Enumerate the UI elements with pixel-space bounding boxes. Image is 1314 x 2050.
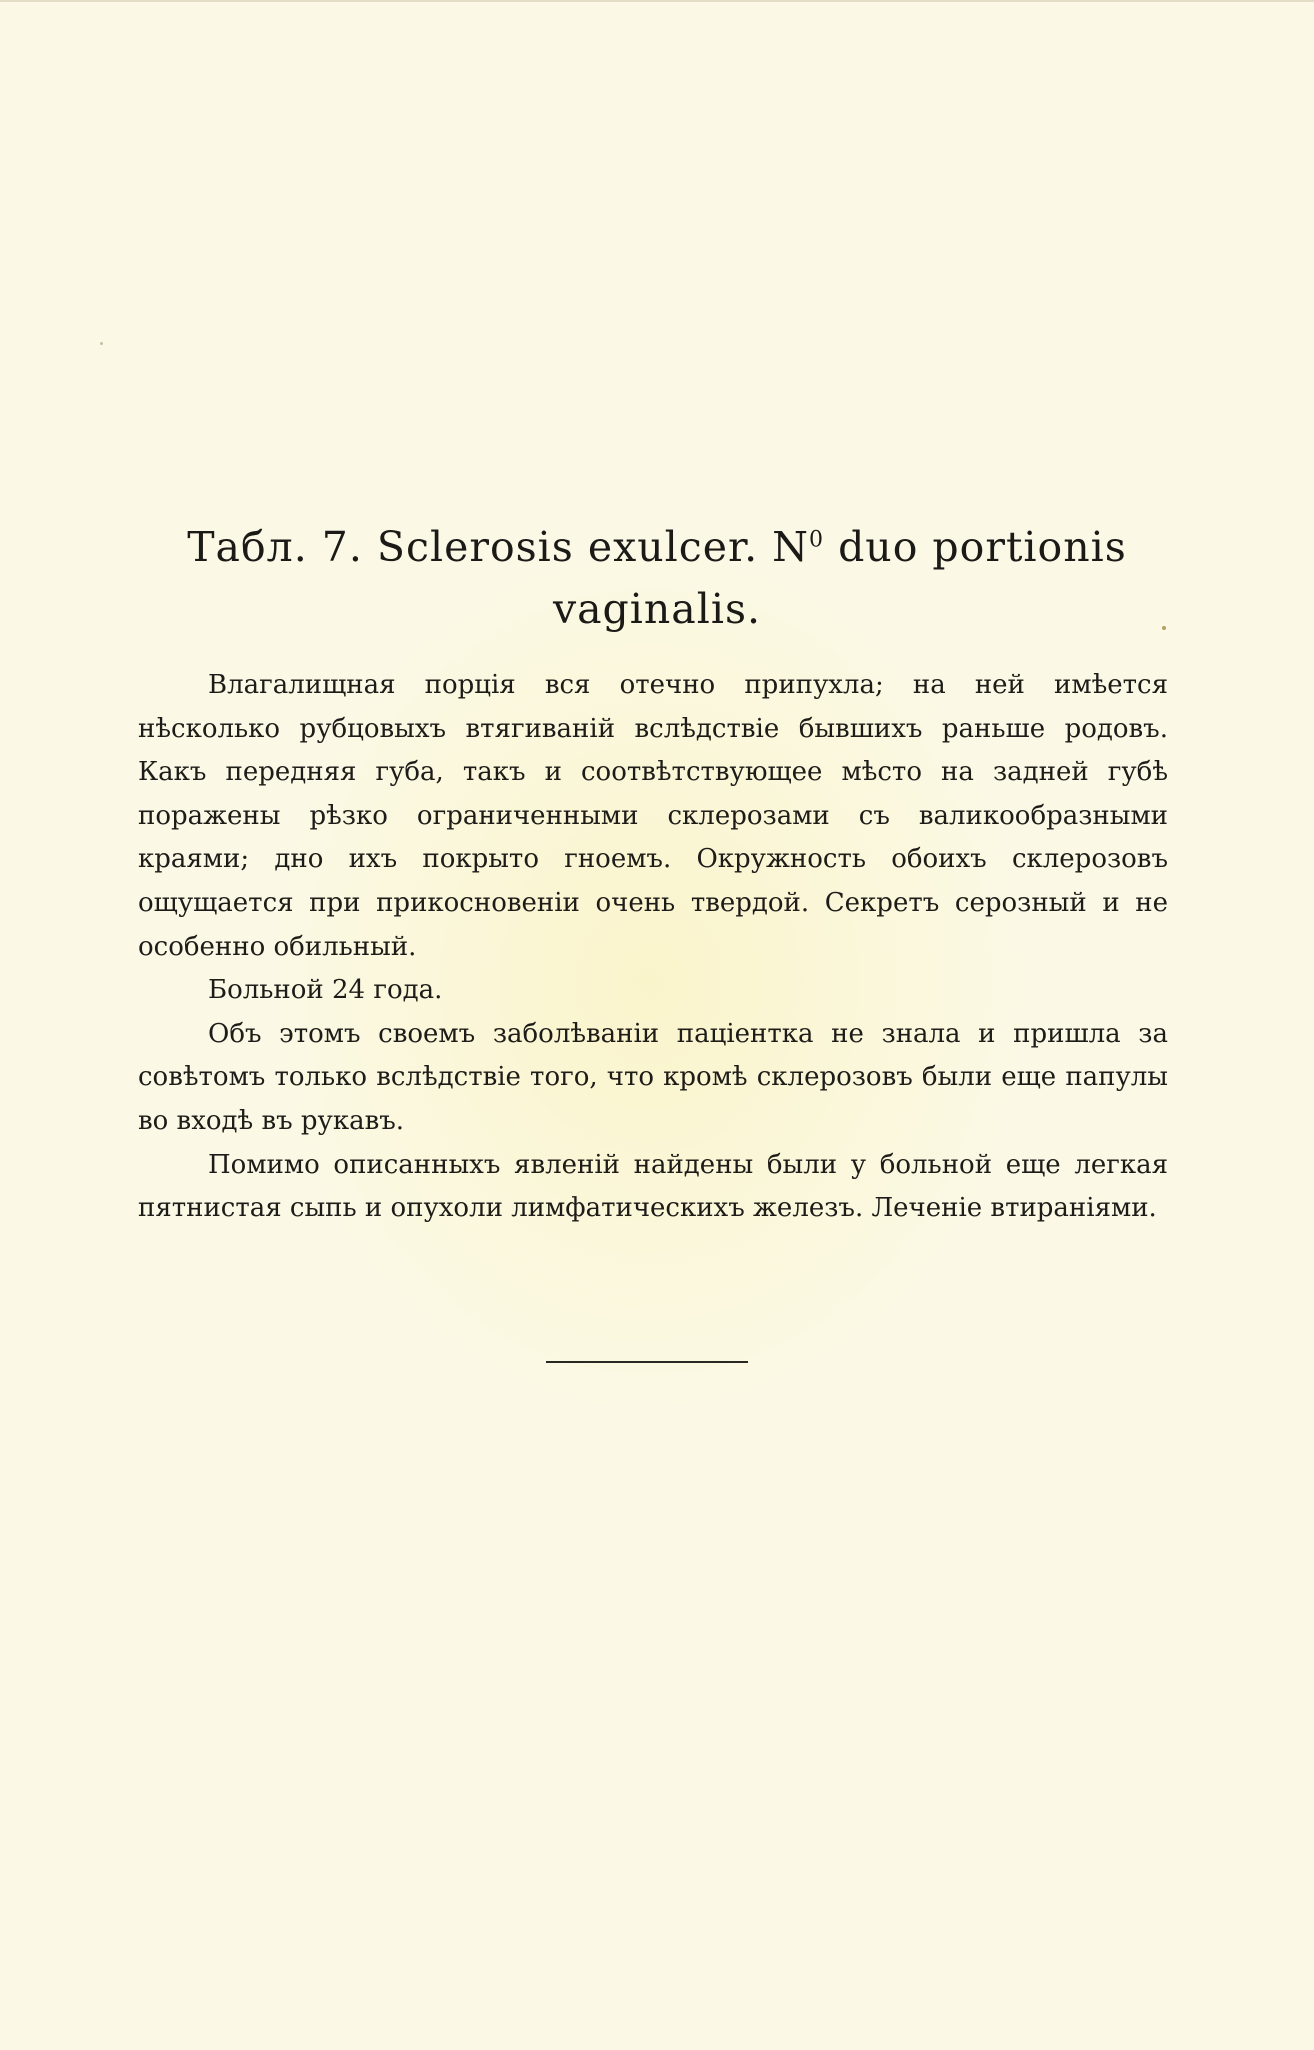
paper-speck: [100, 342, 103, 345]
paragraph-description: Влагалищная порція вся отечно припухла; на ней имѣется нѣсколько рубцовыхъ втягиваній вслѣдствіе бывшихъ раньше родовъ. Какъ передняя губа, такъ и соотвѣтствующее мѣсто на задней губѣ поражены рѣзко ограниченными склерозами съ валикообразными краями; дно ихъ покрыто гноемъ. Окружность обоихъ склерозовъ ощущается при прикосновеніи очень твердой. Секретъ серозный и не особенно обильный.: [138, 670, 1168, 962]
plate-description: [138, 664, 1168, 1231]
paragraph-findings: Помимо описанныхъ явленій найдены были у больной еще легкая пятнистая сыпь и опухоли лимфатическихъ железъ. Леченіе втираніями.: [138, 1149, 1168, 1224]
plate-title-superscript: 0: [809, 527, 825, 553]
paragraph-history: Объ этомъ своемъ заболѣваніи паціентка не знала и пришла за совѣтомъ только вслѣдствіе того, что кромѣ склерозовъ были еще папулы во входѣ въ рукавъ.: [138, 1018, 1168, 1136]
paragraph-age: Больной 24 года.: [208, 975, 443, 1006]
plate-title: [120, 516, 1194, 640]
plate-title-part1: Табл. 7. Sclerosis exulcer. N: [187, 523, 810, 571]
end-rule-divider: [546, 1361, 748, 1363]
plate-title-part2: duo portionis vaginalis.: [552, 523, 1127, 633]
